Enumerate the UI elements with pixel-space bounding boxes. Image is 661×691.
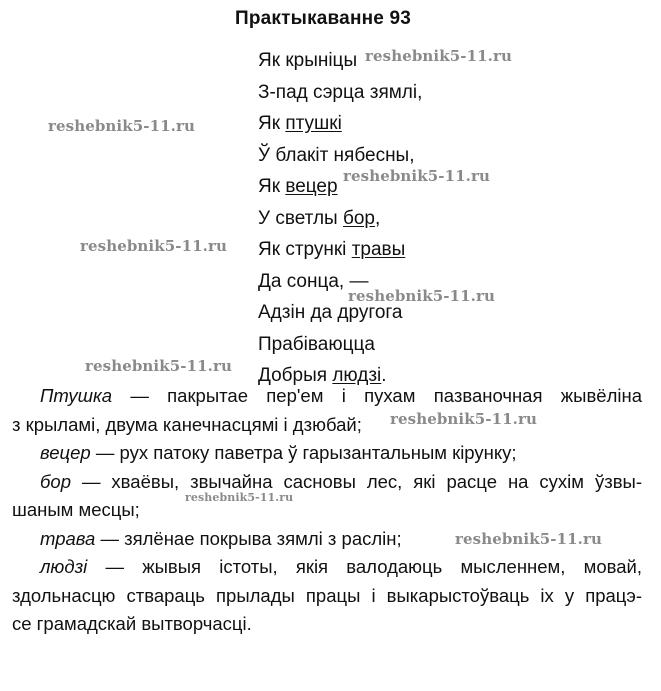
definition-term: вецер: [40, 442, 91, 463]
poem-line: Як птушкі: [258, 113, 342, 134]
poem-line: Як вецер: [258, 176, 338, 197]
poem-line: З-пад сэрца зямлі,: [258, 81, 423, 103]
definition-term: трава: [40, 527, 96, 549]
watermark: reshebnik5-11.ru: [48, 117, 195, 135]
definition-line: бор — хваёвы, звычайна сасновы лес, які расце на сухім ўзвы-: [40, 470, 642, 492]
watermark: reshebnik5-11.ru: [365, 47, 512, 65]
definition-line: вецер — рух патоку паветра ў гарызантальным кірунку;: [40, 442, 517, 463]
watermark: reshebnik5-11.ru: [343, 167, 490, 185]
watermark: reshebnik5-11.ru: [80, 237, 227, 255]
watermark: reshebnik5-11.ru: [348, 287, 495, 305]
poem-line: Ў блакіт нябесны,: [258, 144, 415, 166]
underlined-word: вецер: [285, 176, 338, 197]
poem-line: Прабіваюцца: [258, 333, 375, 355]
definition-term: Птушка: [40, 385, 113, 406]
underlined-word: травы: [351, 239, 406, 260]
definition-term: людзі: [40, 556, 88, 577]
underlined-word: бор: [342, 207, 376, 229]
underlined-word: птушкі: [285, 113, 342, 134]
watermark: reshebnik5-11.ru: [85, 357, 232, 375]
watermark: reshebnik5-11.ru: [455, 530, 602, 548]
definition-line: трава — зялёнае покрыва зямлі з раслін;: [40, 527, 402, 549]
definitions: [12, 382, 642, 639]
poem-line: Да сонца, —: [258, 270, 369, 292]
definition-line: се грамадскай вытворчасці.: [12, 613, 252, 634]
definition-line: Птушка — пакрытае пер'ем і пухам пазваночная жывёліна: [40, 385, 642, 406]
poem-line: Як стрункі травы: [258, 239, 406, 260]
poem-line: Як крыніцы: [258, 50, 358, 71]
poem-line: Адзін да другога: [258, 302, 403, 323]
watermark: reshebnik5-11.ru: [390, 410, 537, 428]
definition-line: з крыламі, двума канечнасцямі і дзюбай;: [12, 413, 362, 435]
definition-line: здольнасцю ствараць прылады працы і выкарыстоўваць іх у працэ-: [12, 584, 642, 606]
underlined-word: людзі: [332, 365, 382, 386]
poem-line: Добрыя людзі.: [258, 365, 387, 386]
definition-line: людзі — жывыя істоты, якія валодаюць мысленнем, мовай,: [40, 556, 642, 577]
definition-line: шаным месцы;: [12, 499, 140, 520]
poem-line: У светлы бор,: [258, 207, 381, 229]
poem: [258, 45, 422, 392]
exercise-title: Практыкаванне 93: [235, 8, 412, 29]
watermark: reshebnik5-11.ru: [185, 491, 294, 504]
definition-term: бор: [40, 470, 71, 492]
